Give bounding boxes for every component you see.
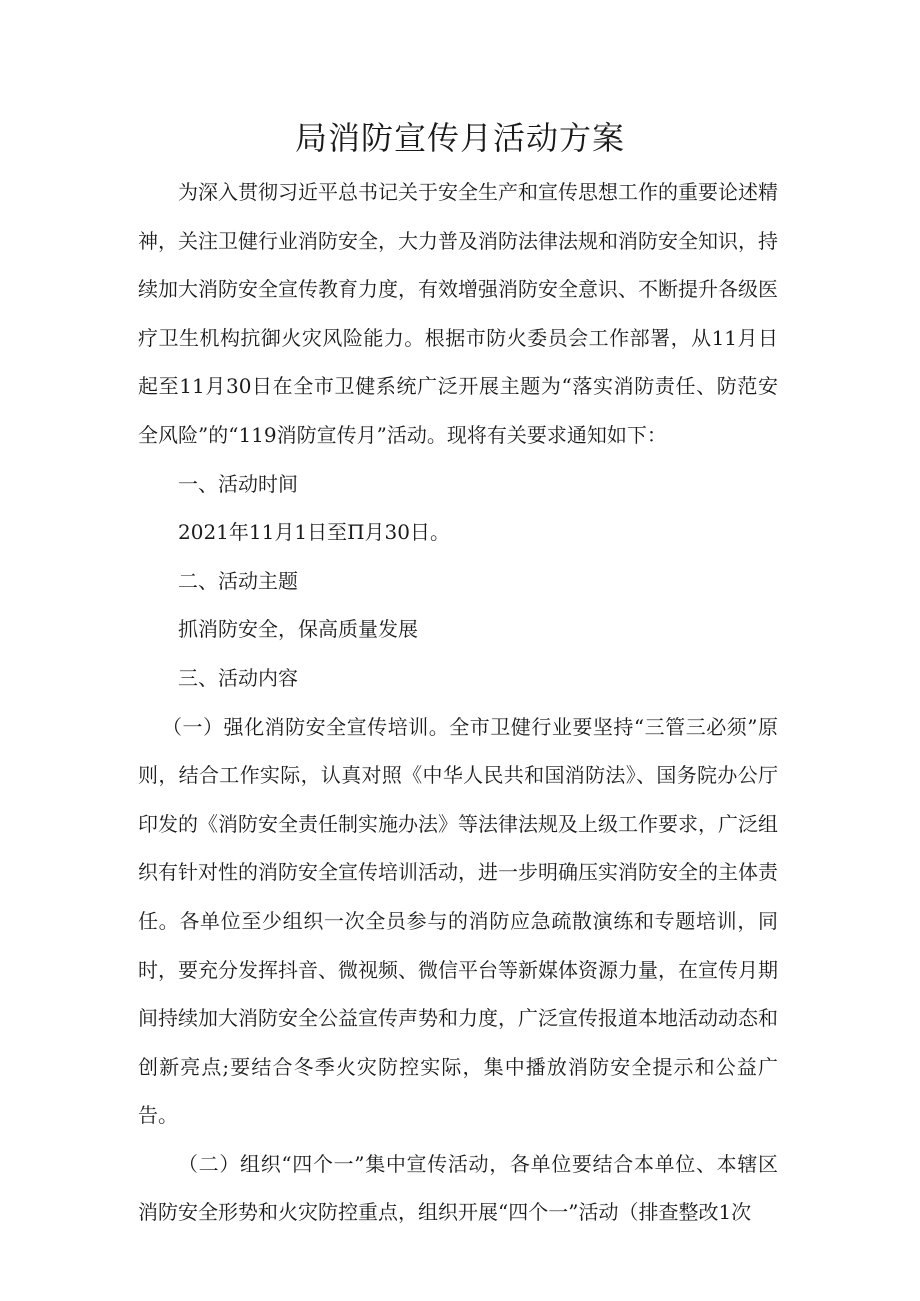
section-body-theme: 抓消防安全，保高质量发展 — [178, 617, 418, 642]
document-body — [138, 168, 778, 1237]
content-item-1: （一）强化消防安全宣传培训。全市卫健行业要坚持“三管三必须”原则，结合工作实际，认真对照《中华人民共和国消防法》、国务院办公厅印发的《消防安全责任制实施办法》等法律法规及上级工作要求，广泛组织有针对性的消防安全宣传培训活动，进一步明确压实消防安全的主体责任。各单位至少组织一次全员参与的消防应急疏散演练和专题培训，同时，要充分发挥抖音、微视频、微信平台等新媒体资源力量，在宣传月期间持续加大消防安全公益宣传声势和力度，广泛宣传报道本地活动动态和创新亮点;要结合冬季火灾防控实际，集中播放消防安全提示和公益广告。 — [138, 714, 778, 1128]
section-heading-content: 三、活动内容 — [178, 665, 298, 690]
section-heading-theme: 二、活动主题 — [178, 568, 298, 593]
section-heading-time: 一、活动时间 — [178, 471, 298, 496]
intro-paragraph: 为深入贯彻习近平总书记关于安全生产和宣传思想工作的重要论述精神，关注卫健行业消防安全，大力普及消防法律法规和消防安全知识，持续加大消防安全宣传教育力度，有效增强消防安全意识、不断提升各级医疗卫生机构抗御火灾风险能力。根据市防火委员会工作部署，从11月日起至11月30日在全市卫健系统广泛开展主题为“落实消防责任、防范安全风险”的“119消防宣传月”活动。现将有关要求通知如下： — [138, 180, 778, 447]
document-title: 局消防宣传月活动方案 — [294, 119, 625, 157]
section-body-time: 2021年11月1日至П月30日。 — [178, 520, 450, 545]
content-item-2: （二）组织“四个一”集中宣传活动，各单位要结合本单位、本辖区消防安全形势和火灾防控重点，组织开展“四个一”活动（排查整改1次 — [138, 1151, 778, 1225]
